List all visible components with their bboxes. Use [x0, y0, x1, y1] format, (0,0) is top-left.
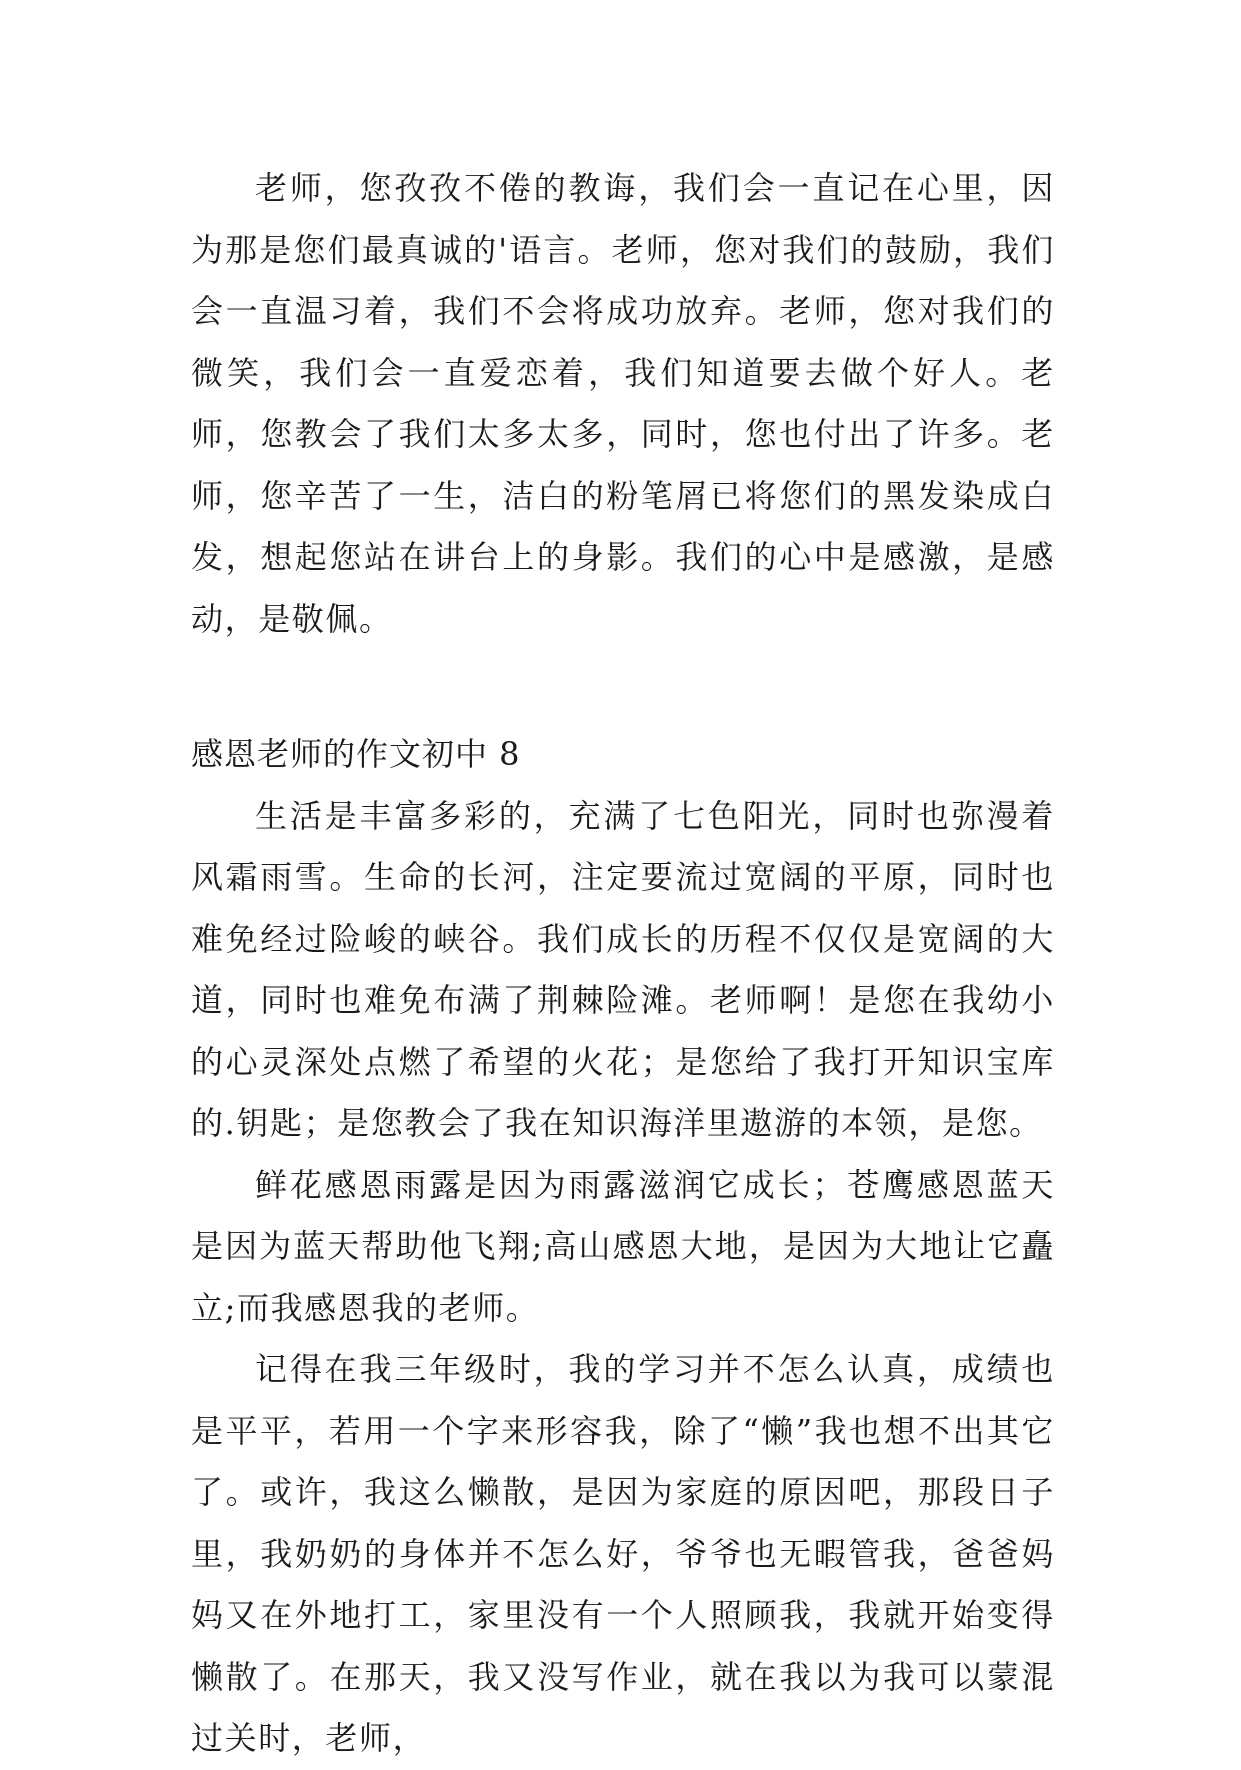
section-spacer [191, 650, 1055, 724]
paragraph-4: 记得在我三年级时，我的学习并不怎么认真，成绩也是平平，若用一个字来形容我，除了“懒”我也想不出其它了。或许，我这么懒散，是因为家庭的原因吧，那段日子里，我奶奶的身体并不怎么好，爷爷也无暇管我，爸爸妈妈又在外地打工，家里没有一个人照顾我，我就开始变得懒散了。在那天，我又没写作业，就在我以为我可以蒙混过关时，老师， [191, 1350, 1055, 1757]
section-heading: 感恩老师的作文初中 8 [191, 735, 521, 773]
paragraph-2: 生活是丰富多彩的，充满了七色阳光，同时也弥漫着风霜雨雪。生命的长河，注定要流过宽阔的平原，同时也难免经过险峻的峡谷。我们成长的历程不仅仅是宽阔的大道，同时也难免布满了荆棘险滩。老师啊！是您在我幼小的心灵深处点燃了希望的火花；是您给了我打开知识宝库的.钥匙；是您教会了我在知识海洋里遨游的本领，是您。 [191, 796, 1055, 1142]
paragraph-3: 鲜花感恩雨露是因为雨露滋润它成长；苍鹰感恩蓝天是因为蓝天帮助他飞翔;高山感恩大地，是因为大地让它矗立;而我感恩我的老师。 [191, 1165, 1055, 1327]
paragraph-1: 老师，您孜孜不倦的教诲，我们会一直记在心里，因为那是您们最真诚的'语言。老师，您对我们的鼓励，我们会一直温习着，我们不会将成功放弃。老师，您对我们的微笑，我们会一直爱恋着，我们知道要去做个好人。老师，您教会了我们太多太多，同时，您也付出了许多。老师，您辛苦了一生，洁白的粉笔屑已将您们的黑发染成白发，想起您站在讲台上的身影。我们的心中是感激，是感动，是敬佩。 [191, 169, 1055, 638]
document-body [191, 158, 1055, 1770]
